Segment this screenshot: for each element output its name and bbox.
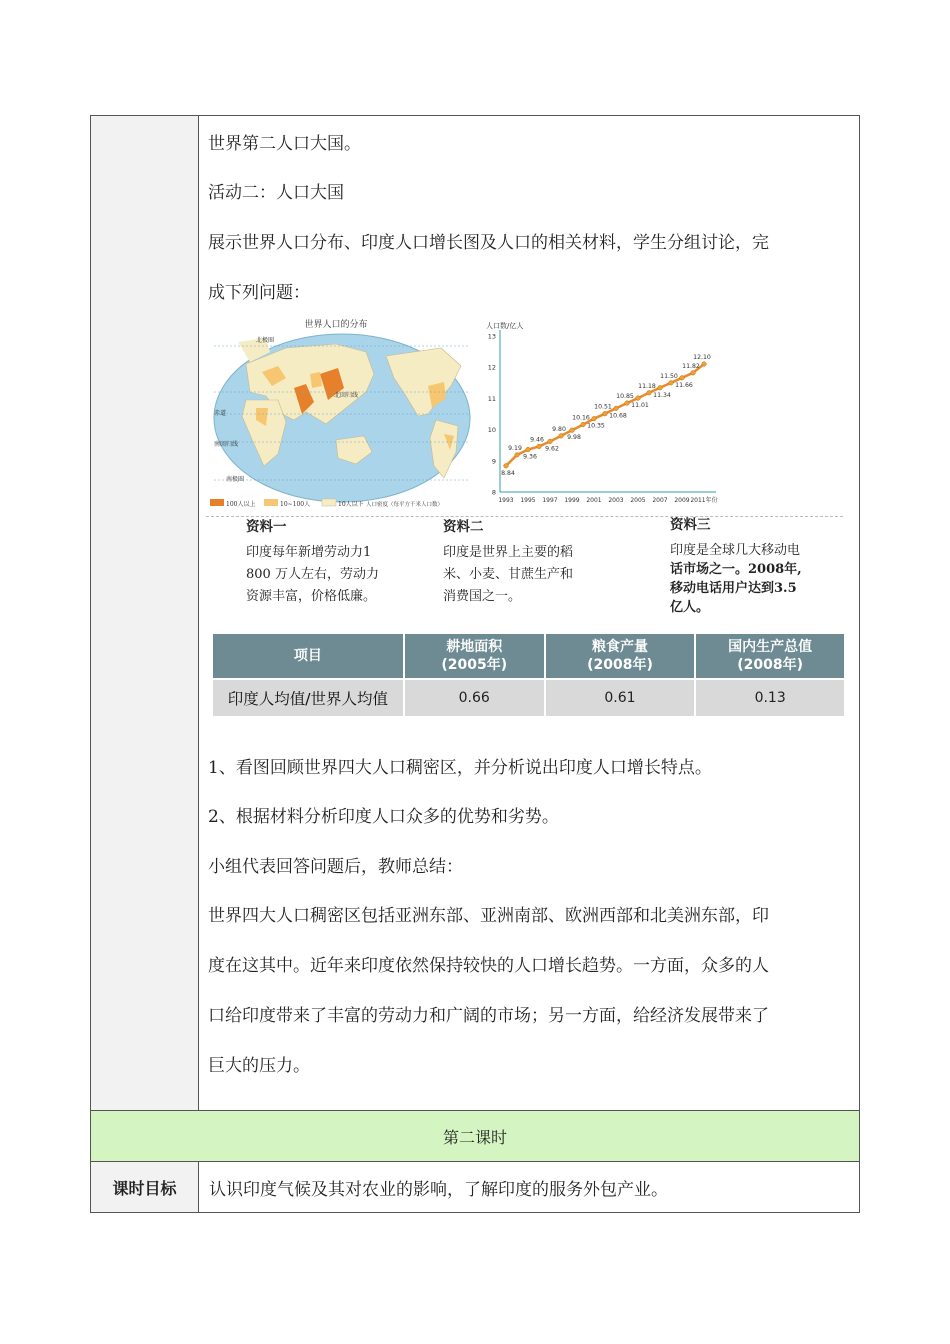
header-farmland: 耕地面积 (2005年) <box>404 634 545 679</box>
x-tick-label: 1997 <box>542 497 558 504</box>
paragraph: 世界第二人口大国。 <box>208 134 361 154</box>
material-1 <box>246 516 426 636</box>
material-line: 资源丰富，价格低廉。 <box>246 589 377 604</box>
material-3 <box>670 516 850 636</box>
legend-mid: 10~100人 <box>280 501 311 508</box>
data-label: 9.19 <box>508 444 522 452</box>
data-label: 11.82 <box>682 362 700 370</box>
question-1: 1、看图回顾世界四大人口稠密区，并分析说出印度人口增长特点。 <box>208 758 712 778</box>
data-point <box>581 422 586 427</box>
summary-line: 口给印度带来了丰富的劳动力和广阔的市场；另一方面，给经济发展带来了 <box>208 1006 769 1026</box>
goal-label: 课时目标 <box>90 1161 199 1213</box>
equator-label: 赤道 <box>214 410 227 417</box>
data-label: 11.01 <box>631 402 649 410</box>
capricorn-label: 南回归线 <box>214 441 239 448</box>
data-label: 9.62 <box>545 445 559 453</box>
data-label: 10.68 <box>609 412 627 420</box>
x-tick-label: 2003 <box>608 497 624 504</box>
data-point <box>636 396 641 401</box>
material-line: 印度每年新增劳动力1 <box>246 545 372 560</box>
data-point <box>702 362 707 367</box>
data-label: 8.84 <box>501 469 515 477</box>
data-label: 9.98 <box>567 434 581 442</box>
value-farmland: 0.66 <box>404 679 545 716</box>
india-stats-table <box>213 634 844 716</box>
y-tick-label: 13 <box>487 332 496 341</box>
data-label: 9.36 <box>523 453 537 461</box>
data-label: 11.34 <box>653 391 671 399</box>
y-tick-label: 12 <box>487 363 496 372</box>
x-tick-label: 1995 <box>520 497 536 504</box>
data-label: 11.66 <box>675 381 693 389</box>
summary-line: 度在这其中。近年来印度依然保持较快的人口增长趋势。一方面，众多的人 <box>208 956 769 976</box>
data-point <box>537 444 542 449</box>
material-2 <box>443 516 623 636</box>
x-tick-label: 2005 <box>630 497 646 504</box>
india-population-chart <box>478 316 740 508</box>
arctic-label: 北极圈 <box>256 337 275 344</box>
data-label: 10.35 <box>587 422 605 430</box>
data-point <box>658 385 663 390</box>
material-line: 800 万人左右，劳动力 <box>246 567 379 582</box>
data-point <box>504 463 509 468</box>
data-point <box>526 447 531 452</box>
antarctic-label: 南极圈 <box>226 476 245 483</box>
summary-line: 世界四大人口稠密区包括亚洲东部、亚洲南部、欧洲西部和北美洲东部，印 <box>208 906 769 926</box>
y-axis-label: 人口数/亿人 <box>486 322 524 330</box>
summary-intro: 小组代表回答问题后，教师总结： <box>208 857 463 877</box>
data-point <box>625 401 630 406</box>
x-tick-label: 2007 <box>652 497 668 504</box>
x-tick-label: 1999 <box>564 497 580 504</box>
question-2: 2、根据材料分析印度人口众多的优势和劣势。 <box>208 807 559 827</box>
map-title: 世界人口的分布 <box>304 320 368 330</box>
paragraph: 展示世界人口分布、印度人口增长图及人口的相关材料，学生分组讨论，完 <box>208 233 769 253</box>
material-title: 资料三 <box>670 517 711 533</box>
world-population-map <box>206 316 478 516</box>
data-point <box>592 416 597 421</box>
value-grain: 0.61 <box>545 679 696 716</box>
y-tick-label: 11 <box>487 394 496 403</box>
material-title: 资料一 <box>246 519 287 535</box>
data-point <box>603 411 608 416</box>
material-line: 米、小麦、甘蔗生产和 <box>443 567 574 582</box>
summary-line: 巨大的压力。 <box>208 1056 310 1076</box>
data-label: 9.80 <box>552 425 566 433</box>
data-point <box>515 453 520 458</box>
data-label: 10.16 <box>572 414 590 422</box>
paragraph: 成下列问题： <box>208 283 310 303</box>
goal-text: 认识印度气候及其对农业的影响，了解印度的服务外包产业。 <box>198 1161 860 1213</box>
data-point <box>548 439 553 444</box>
data-label: 9.46 <box>530 436 544 444</box>
material-line: 消费国之一。 <box>443 589 522 604</box>
data-point <box>647 390 652 395</box>
activity-heading: 活动二：人口大国 <box>208 183 344 203</box>
data-point <box>691 371 696 376</box>
data-point <box>570 428 575 433</box>
left-label-cell <box>90 115 199 1111</box>
material-line: 移动电话用户达到3.5 <box>670 581 797 596</box>
value-gdp: 0.13 <box>695 679 844 716</box>
cancer-label: 北回归线 <box>334 392 359 399</box>
y-tick-label: 10 <box>487 426 496 435</box>
row-label: 印度人均值/世界人均值 <box>213 679 404 716</box>
data-label: 10.51 <box>594 403 612 411</box>
x-tick-label: 2011年份 <box>690 497 718 504</box>
legend-high: 100人以上 <box>226 501 256 508</box>
header-grain: 粮食产量 (2008年) <box>545 634 696 679</box>
data-label: 11.50 <box>660 372 678 380</box>
material-line: 亿人。 <box>670 600 710 615</box>
data-point <box>680 376 685 381</box>
data-label: 11.18 <box>638 382 656 390</box>
x-tick-label: 2009 <box>674 497 690 504</box>
legend-low: 10人以下 <box>338 501 364 508</box>
material-line: 话市场之一。2008年, <box>670 562 802 577</box>
header-item: 项目 <box>213 634 404 679</box>
data-point <box>614 406 619 411</box>
data-label: 10.85 <box>616 393 634 401</box>
legend-caption: 人口密度（每平方千米人口数） <box>366 502 444 508</box>
x-tick-label: 2001 <box>586 497 602 504</box>
y-tick-label: 9 <box>491 457 496 466</box>
material-title: 资料二 <box>443 519 484 535</box>
data-label: 12.10 <box>693 354 711 362</box>
header-gdp: 国内生产总值 (2008年) <box>695 634 844 679</box>
material-line: 印度是全球几大移动电 <box>670 543 801 558</box>
y-tick-label: 8 <box>491 488 496 497</box>
material-line: 印度是世界上主要的稻 <box>443 545 574 560</box>
data-point <box>669 381 674 386</box>
section-title: 第二课时 <box>90 1110 860 1162</box>
x-tick-label: 1993 <box>498 497 514 504</box>
data-point <box>559 434 564 439</box>
